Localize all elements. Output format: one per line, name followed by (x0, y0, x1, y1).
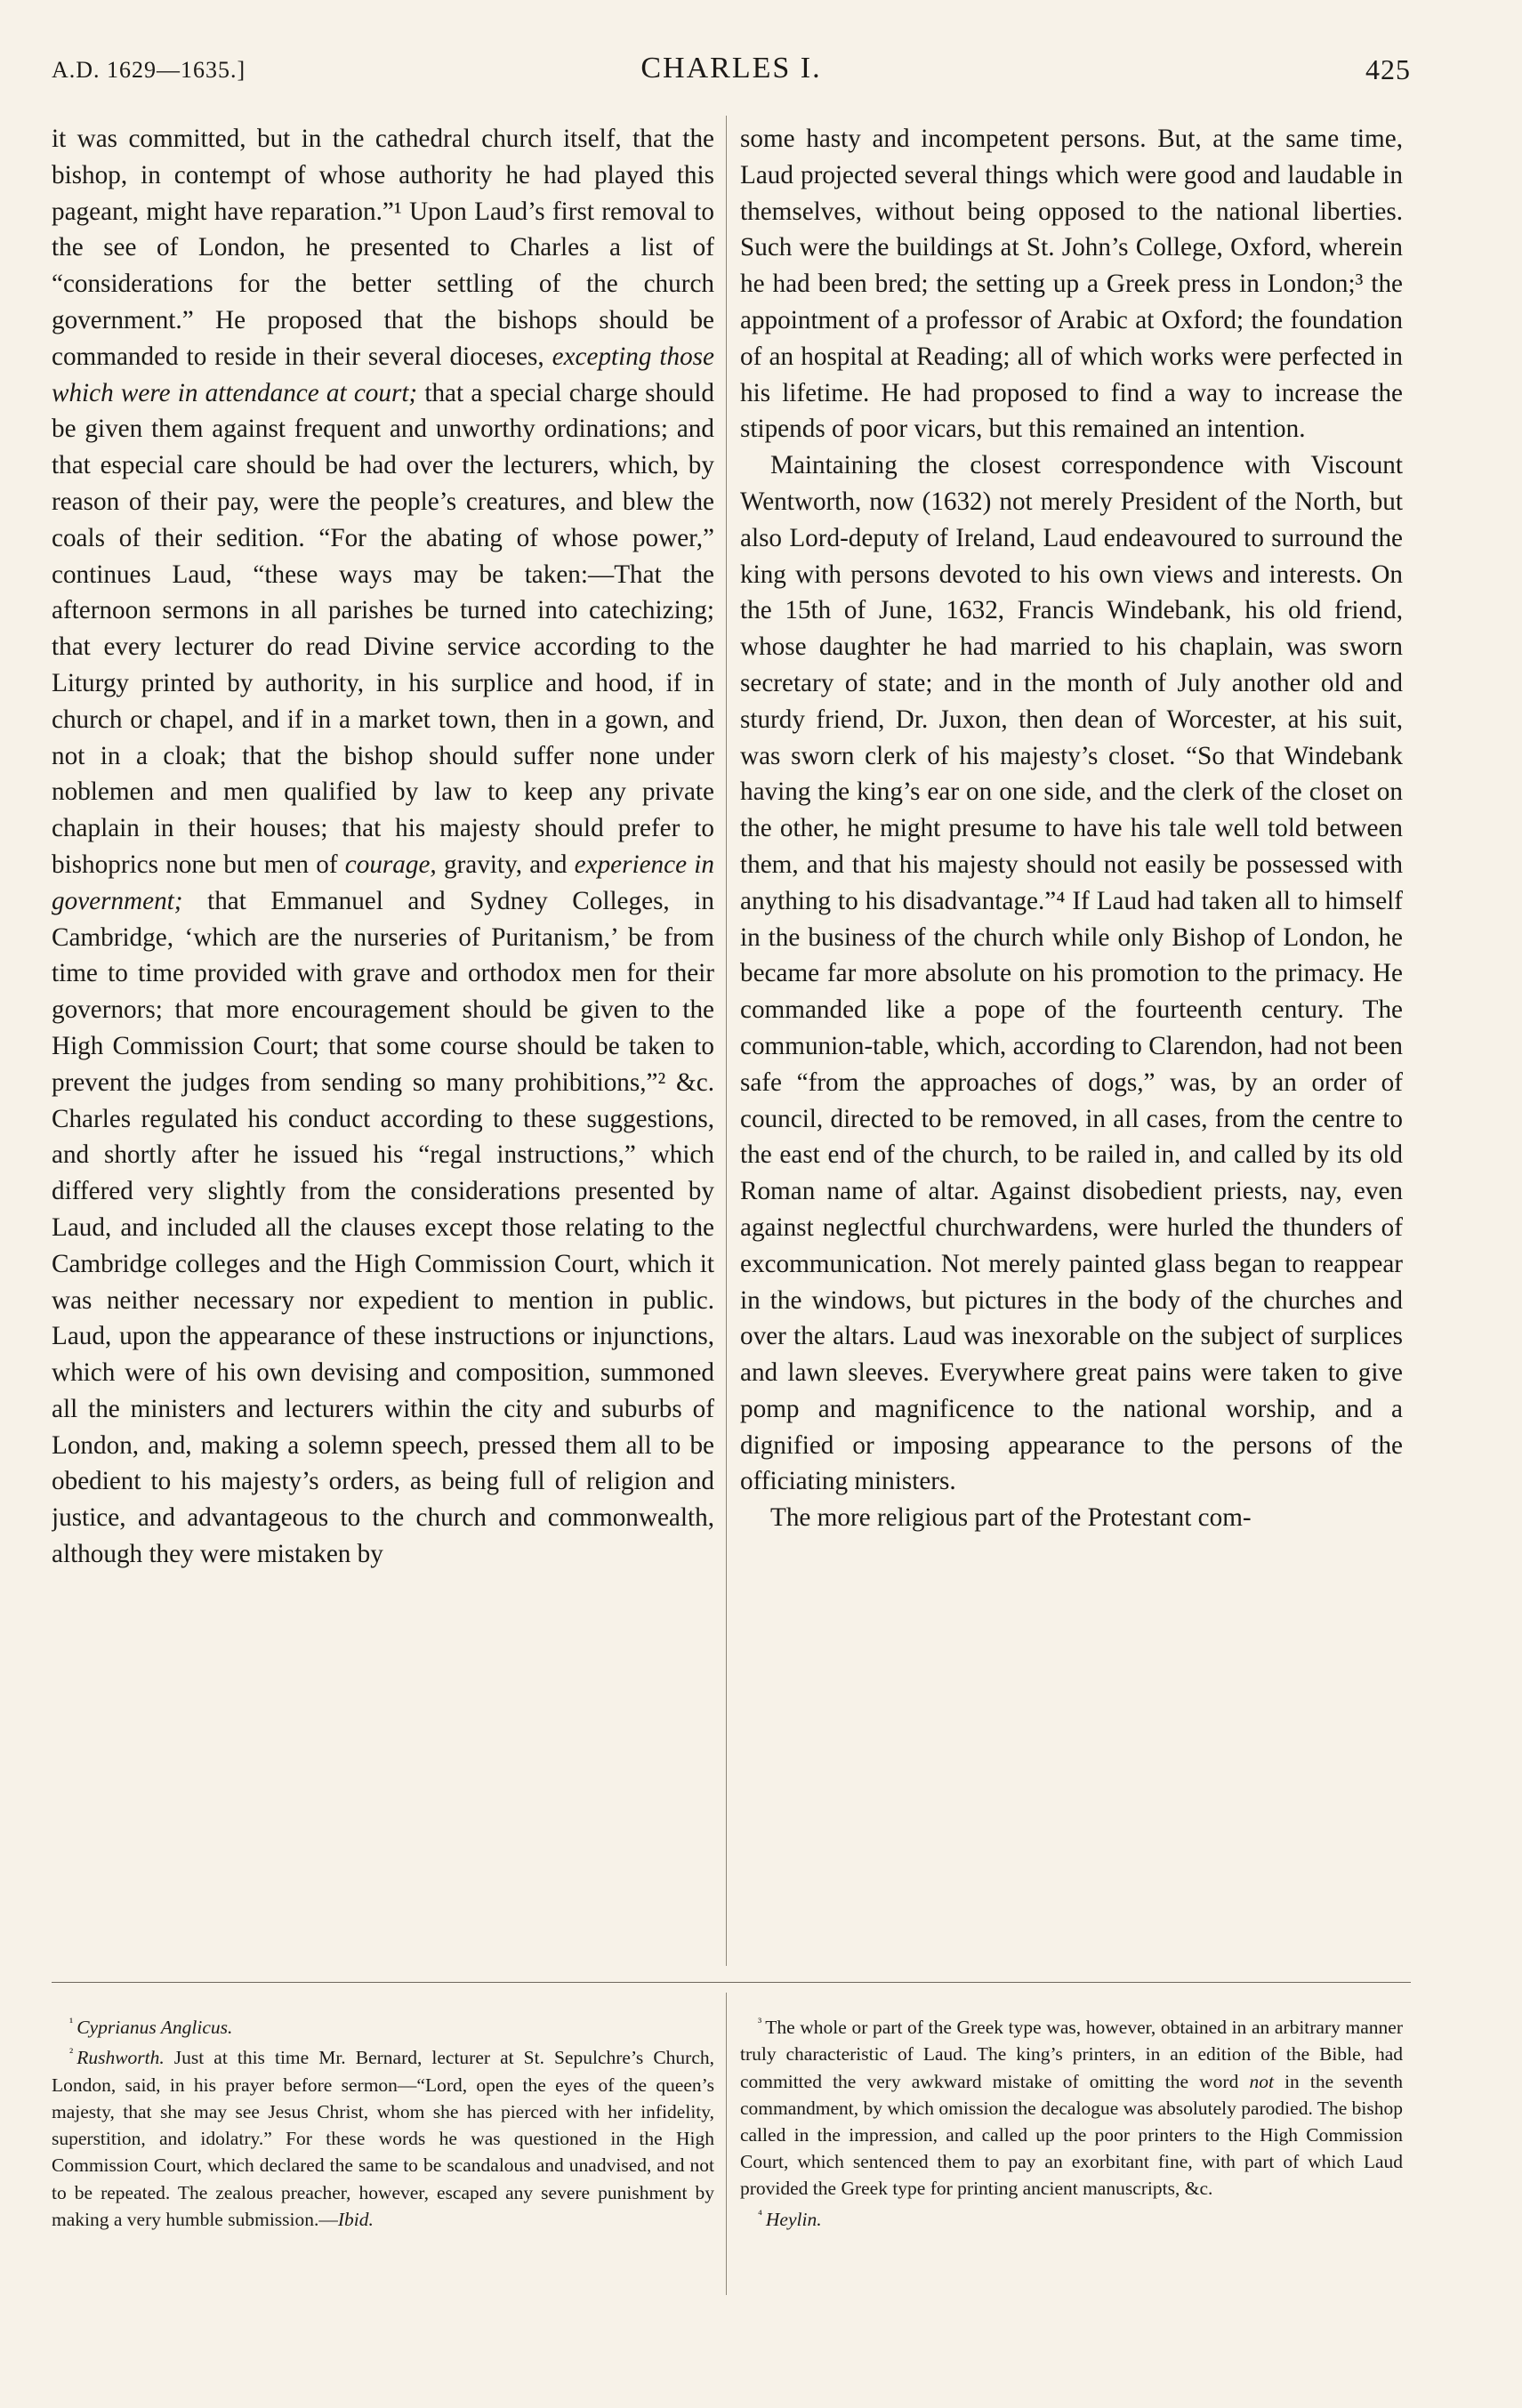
paragraph: The more religious part of the Protestant com- (770, 1503, 1252, 1533)
footnote-column-divider (726, 1993, 727, 2295)
header-title: CHARLES I. (640, 52, 822, 85)
paragraph: Maintaining the closest correspondence with Viscount Wentworth, now (1632) not merely President of the North, but also Lord-deputy of Ireland, Laud endeavoured to surround the king with persons devoted to his own views and interests. On the 15th of June, 1632, Francis Windebank, his old friend, whose daughter he had married to his chaplain, was sworn secretary of state; and in the month of July another old and sturdy friend, Dr. Juxon, then dean of Worcester, at his suit, was sworn clerk of his majesty’s closet. “So that Windebank having the king’s ear on one side, and the clerk of the closet on the other, he might presume to have his tale well told between them, and that his majesty should not easily be possessed with anything to his disadvantage.”⁴ If Laud had taken all to himself in the business of the church while only Bishop of London, he became far more absolute on his promotion to the primacy. He commanded like a pope of the fourteenth century. The communion-table, which, according to Clarendon, had not been safe “from the approaches of dogs,” was, by an order of council, directed to be removed, in all cases, from the centre to the east end of the church, to be railed in, and called by its old Roman name of altar. Against disobedient priests, nay, even against neglectful churchwardens, were hurled the thunders of excommunication. Not merely painted glass began to reappear in the windows, but pictures in the body of the churches and over the altars. Laud was inexorable on the subject of surplices and lawn sleeves. Everywhere great pains were taken to give pomp and magnificence to the national worship, and a dignified or imposing appearance to the persons of the officiating ministers. (740, 451, 1403, 1496)
footnote-2: $^{^2}$ Rushworth. Just at this time Mr. Bernard, lecturer at St. Sepulchre’s Church, London, said, in his prayer before sermon—“Lord, open the eyes of the queen’s majesty, that she may see Jesus Christ, whom she has pierced with her infidelity, superstition, and idolatry.” For these words he was questioned in the High Commission Court, which declared the same to be scandalous and unadvised, and not to be repeated. The zealous preacher, however, escaped any severe punishment by making a very humble submission.—Ibid. (52, 2047, 714, 2230)
header-date-range: A.D. 1629—1635.] (52, 57, 246, 83)
paragraph: it was committed, but in the cathedral church itself, that the bishop, in contempt of whose authority he had played this pageant, might have reparation.”¹ Upon Laud’s first removal to the see of London, he presented to Charles a list of “considerations for the better settling of the church government.” He proposed that the bishops should be commanded to reside in their several dioceses, excepting those which were in attendance at court; that a special charge should be given them against frequent and unworthy ordinations; and that especial care should be had over the lecturers, which, by reason of their pay, were the people’s creatures, and blew the coals of their sedition. “For the abating of whose power,” continues Laud, “these ways may be taken:—That the afternoon sermons in all parishes be turned into catechizing; that every lecturer do read Divine service according to the Liturgy printed by authority, in his surplice and hood, if in church or chapel, and if in a market town, then in a gown, and not in a cloak; that the bishop should suffer none under noblemen and men qualified by law to keep any private chaplain in their houses; that his majesty should prefer to bishoprics none but men of courage, gravity, and experience in government; that Emmanuel and Sydney Colleges, in Cambridge, ‘which are the nurseries of Puritanism,’ be from time to time provided with grave and orthodox men for their governors; that more encouragement should be given to the High Commission Court; that some course should be taken to prevent the judges from sending so many prohibitions,”² &c. Charles regulated his conduct according to these suggestions, and shortly after he issued his “regal instructions,” which differed very slightly from the considerations presented by Laud, and included all the clauses except those relating to the Cambridge colleges and the High Commission Court, which it was neither necessary nor expedient to mention in public. Laud, upon the appearance of these instructions or injunctions, which were of his own devising and composition, summoned all the ministers and lecturers within the city and suburbs of London, and, making a solemn speech, pressed them all to be obedient to his majesty’s orders, as being full of religion and justice, and advantageous to the church and commonwealth, although they were mistaken by (52, 125, 714, 1569)
footnote-rule (52, 1982, 1411, 1983)
footnotes-left (52, 2010, 714, 2348)
body-column-right (740, 121, 1403, 1964)
running-header (52, 52, 1411, 96)
paragraph: some hasty and incompetent persons. But, at the same time, Laud projected several things which were good and laudable in themselves, without being opposed to the national liberties. Such were the buildings at St. John’s College, Oxford, wherein he had been bred; the setting up a Greek press in London;³ the appointment of a professor of Arabic at Oxford; the foundation of an hospital at Reading; all of which works were perfected in his lifetime. He had proposed to find a way to increase the stipends of poor vicars, but this remained an intention. (740, 125, 1403, 444)
body-column-left (52, 121, 714, 1964)
footnotes-right (740, 2010, 1403, 2348)
footnote-4: $^{^4}$ Heylin. (758, 2208, 822, 2230)
column-divider (726, 116, 727, 1966)
footnote-3: $^{^3}$ The whole or part of the Greek type was, however, obtained in an arbitrary manner truly characteristic of Laud. The king’s printers, in an edition of the Bible, had committed the very awkward mistake of omitting the word not in the seventh commandment, by which omission the decalogue was absolutely parodied. The bishop called in the impression, and called up the poor printers to the High Commission Court, which sentenced them to pay an exorbitant fine, with part of which Laud provided the Greek type for printing ancient manuscripts, &c. (740, 2017, 1403, 2200)
page-number: 425 (1365, 53, 1411, 85)
footnote-1: $^{^1}$ Cyprianus Anglicus. (69, 2017, 233, 2039)
